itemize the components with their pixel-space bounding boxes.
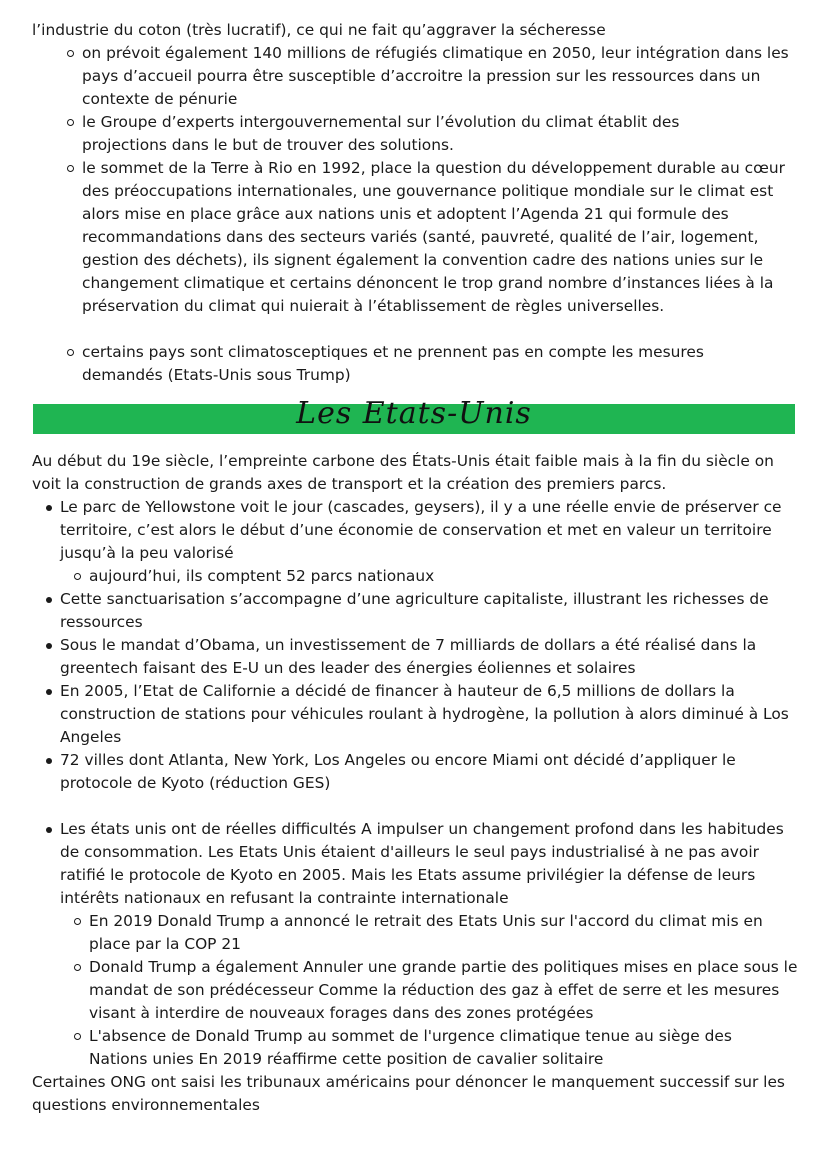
list-item: Sous le mandat d’Obama, un investissement de 7 milliards de dollars a été réalisé dans la greentech faisant des E-U un des leader des énergies éoliennes et solaires [60,634,800,680]
list-item: le sommet de la Terre à Rio en 1992, place la question du développement durable au cœur des préoccupations internationales, une gouvernance politique mondiale sur le climat est alors mise en place grâce aux nations unis et adoptent l’Agenda 21 qui formule des recommandations dans des secteurs variés (santé, pauvreté, qualité de l’air, logement, gestion des déchets), ils signent également la convention cadre des nations unies sur le changement climatique et certains dénoncent le trop grand nombre d’instances liées à la préservation du climat qui nuierait à l’établissement de règles universelles. [82,157,790,318]
section-title: Les Etats-Unis [296,396,532,431]
list-item: certains pays sont climatosceptiques et ne prennent pas en compte les mesures demandés (Etats-Unis sous Trump) [82,341,772,387]
list-item: En 2019 Donald Trump a annoncé le retrait des Etats Unis sur l'accord du climat mis en place par la COP 21 [89,910,799,956]
list-item: Cette sanctuarisation s’accompagne d’une agriculture capitaliste, illustrant les richesses de ressources [60,588,790,634]
list-item: le Groupe d’experts intergouvernemental sur l’évolution du climat établit des projections dans le but de trouver des solutions. [82,111,722,157]
list-item: 72 villes dont Atlanta, New York, Los Angeles ou encore Miami ont décidé d’appliquer le protocole de Kyoto (réduction GES) [60,749,780,795]
list-item: En 2005, l’Etat de Californie a décidé de financer à hauteur de 6,5 millions de dollars la construction de stations pour véhicules roulant à hydrogène, la pollution à alors diminué à Los Angeles [60,680,805,749]
list-item: L'absence de Donald Trump au sommet de l'urgence climatique tenue au siège des Nations unies En 2019 réaffirme cette position de cavalier solitaire [89,1025,789,1071]
list-item: aujourd’hui, ils comptent 52 parcs nationaux [89,565,789,588]
conclusion: Certaines ONG ont saisi les tribunaux américains pour dénoncer le manquement successif sur les questions environnementales [32,1073,785,1114]
intro-line: l’industrie du coton (très lucratif), ce qui ne fait qu’aggraver la sécheresse [32,21,606,39]
list-item: on prévoit également 140 millions de réfugiés climatique en 2050, leur intégration dans les pays d’accueil pourra être susceptible d’accroitre la pression sur les ressources dans un contexte de pénurie [82,42,792,111]
list-item: Donald Trump a également Annuler une grande partie des politiques mises en place sous le mandat de son prédécesseur Comme la réduction des gaz à effet de serre et les mesures visant à interdire de nouveaux forages dans des zones protégées [89,956,805,1025]
section-intro: Au début du 19e siècle, l’empreinte carbone des États-Unis était faible mais à la fin du siècle on voit la construction de grands axes de transport et la création des premiers parcs. [32,452,774,493]
list-item: Le parc de Yellowstone voit le jour (cascades, geysers), il y a une réelle envie de préserver ce territoire, c’est alors le début d’une économie de conservation et met en valeur un territoire jusqu’à la peu valorisé [60,496,805,565]
list-item: Les états unis ont de réelles difficultés A impulser un changement profond dans les habitudes de consommation. Les Etats Unis étaient d'ailleurs le seul pays industrialisé à ne pas avoir ratifié le protocole de Kyoto en 2005. Mais les Etats assume privilégier la défense de leurs intérêts nationaux en refusant la contrainte internationale [60,818,805,910]
